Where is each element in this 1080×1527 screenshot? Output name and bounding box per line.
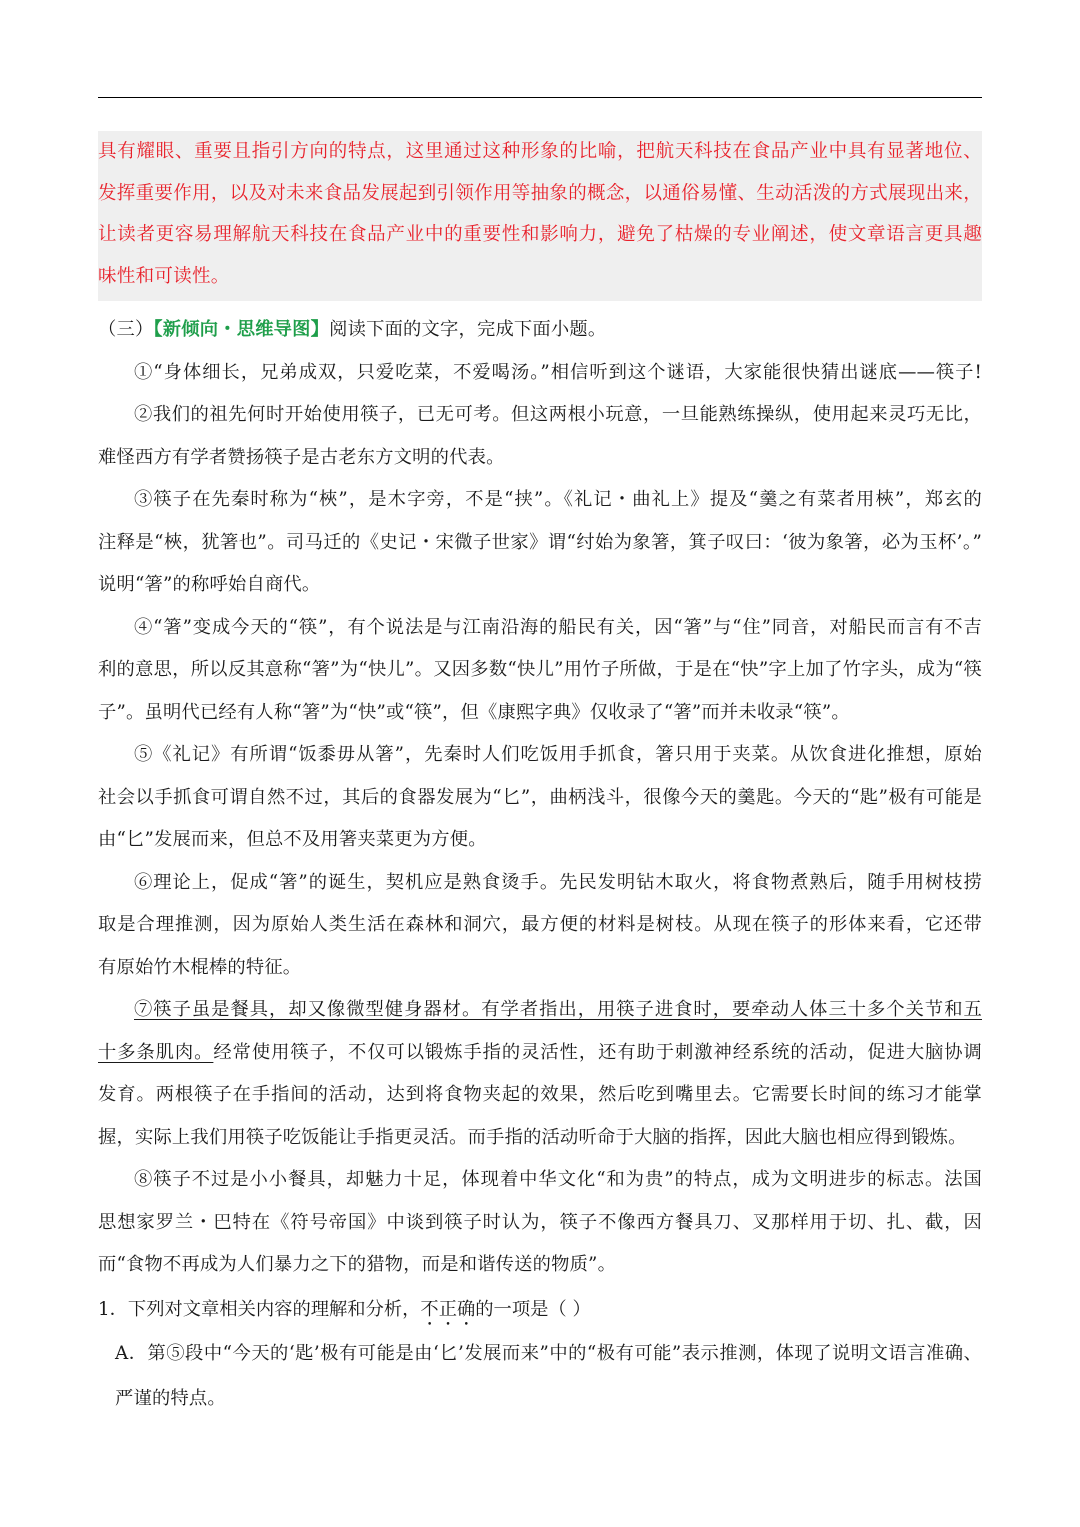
paragraph-line: ①“身体细长，兄弟成双，只爱吃菜，不爱喝汤。”相信听到这个谜语，大家能很快猜出谜底——筷子! <box>134 361 982 383</box>
paragraph-line: ⑤《礼记》有所谓“饭黍毋从箸”，先秦时人们吃饭用手抓食，箸只用于夹菜。从饮食进化推想，原始 <box>134 744 982 765</box>
paragraph-line: 注释是“梜，犹箸也”。司马迁的《史记・宋微子世家》谓“纣始为象箸，箕子叹曰：‘彼为象箸，必为玉杯’。” <box>98 531 982 553</box>
analysis-line: 发挥重要作用，以及对未来食品发展起到引领作用等抽象的概念，以通俗易懂、生动活泼的方式展现出来， <box>98 182 982 204</box>
option-a <box>98 1331 982 1421</box>
paragraph-line: 发育。两根筷子在手指间的活动，达到将食物夹起的效果，然后吃到嘴里去。它需要长时间的练习才能掌 <box>98 1084 982 1105</box>
question-1 <box>98 1289 982 1332</box>
analysis-line: 具有耀眼、重要且指引方向的特点，这里通过这种形象的比喻，把航天科技在食品产业中具有显著地位、 <box>98 141 982 162</box>
paragraph-1 <box>98 352 982 395</box>
paragraph-4 <box>98 607 982 735</box>
paragraph-line: 取是合理推测，因为原始人类生活在森林和洞穴，最方便的材料是树枝。从现在筷子的形体来看，它还带 <box>98 914 982 935</box>
paragraph-line: ④“箸”变成今天的“筷”，有个说法是与江南沿海的船民有关，因“箸”与“住”同音，对船民而言有不吉 <box>134 616 982 638</box>
paragraph-line: 而“食物不再成为人们暴力之下的猎物，而是和谐传送的物质”。 <box>98 1254 617 1275</box>
paragraph-line: ⑧筷子不过是小小餐具，却魅力十足，体现着中华文化“和为贵”的特点，成为文明进步的标志。法国 <box>134 1169 982 1190</box>
emphasis-word: 不正确 <box>420 1298 476 1320</box>
paragraph-5 <box>98 734 982 862</box>
paragraph-line: ⑥理论上，促成“箸”的诞生，契机应是熟食烫手。先民发明钻木取火，将食物煮熟后，随手用树枝捞 <box>134 871 982 893</box>
option-line: A．第⑤段中“今天的‘匙’极有可能是由‘匕’发展而来”中的“极有可能”表示推测，体现了说明文语言准确、 <box>115 1343 982 1364</box>
paragraph-line: 难怪西方有学者赞扬筷子是古老东方文明的代表。 <box>98 446 505 468</box>
paragraph-2 <box>98 394 982 479</box>
paragraph-line: 由“匕”发展而来，但总不及用箸夹菜更为方便。 <box>98 829 487 850</box>
header-rule <box>98 97 982 98</box>
question-stem: 1．下列对文章相关内容的理解和分析， <box>98 1298 421 1320</box>
question-stem-end: 的一项是（ ） <box>475 1298 591 1320</box>
paragraph-line: 握，实际上我们用筷子吃饭能让手指更灵活。而手指的活动听命于大脑的指挥，因此大脑也相应得到锻炼。 <box>98 1126 967 1148</box>
paragraph-line <box>98 1032 982 1075</box>
paragraph-3 <box>98 479 982 607</box>
paragraph-7 <box>98 989 982 1159</box>
paragraph-line: ②我们的祖先何时开始使用筷子，已无可考。但这两根小玩意，一旦能熟练操纵，使用起来灵巧无比， <box>134 404 982 425</box>
paragraph-line: 说明“箸”的称呼始自商代。 <box>98 574 321 595</box>
option-line: 严谨的特点。 <box>115 1388 226 1409</box>
section-instruction: 阅读下面的文字，完成下面小题。 <box>329 319 607 340</box>
paragraph-6 <box>98 862 982 990</box>
section-number: （三） <box>98 319 154 340</box>
underlined-sentence: ⑦筷子虽是餐具，却又像微型健身器材。有学者指出，用筷子进食时，要牵动人体三十多个关节和五 <box>134 999 982 1020</box>
paragraph-8 <box>98 1159 982 1287</box>
paragraph-line: 子”。虽明代已经有人称“箸”为“快”或“筷”，但《康熙字典》仅收录了“箸”而并未收录“筷”。 <box>98 701 850 723</box>
paragraph-line: 思想家罗兰・巴特在《符号帝国》中谈到筷子时认为，筷子不像西方餐具刀、叉那样用于切、扎、截，因 <box>98 1211 982 1233</box>
paragraph-line: 有原始竹木棍棒的特征。 <box>98 956 302 978</box>
analysis-line: 让读者更容易理解航天科技在食品产业中的重要性和影响力，避免了枯燥的专业阐述，使文章语言更具趣 <box>98 224 982 245</box>
paragraph-line: ③筷子在先秦时称为“梜”，是木字旁，不是“挟”。《礼记・曲礼上》提及“羹之有菜者用梜”，郑玄的 <box>134 489 982 510</box>
paragraph-line: 利的意思，所以反其意称“箸”为“快儿”。又因多数“快儿”用竹子所做，于是在“快”字上加了竹字头，成为“筷 <box>98 659 982 680</box>
paragraph-line-rest: 经常使用筷子，不仅可以锻炼手指的灵活性，还有助于刺激神经系统的活动，促进大脑协调 <box>213 1041 982 1063</box>
paragraph-line: 社会以手抓食可谓自然不过，其后的食器发展为“匕”，曲柄浅斗，很像今天的羹匙。今天的“匙”极有可能是 <box>98 786 982 808</box>
underlined-sentence-end: 十多条肌肉。 <box>98 1041 214 1063</box>
answer-analysis-box <box>98 131 982 301</box>
section-heading <box>98 309 982 352</box>
reading-section <box>98 309 982 1421</box>
analysis-line: 味性和可读性。 <box>98 265 230 287</box>
section-tag: 【新倾向・思维导图】 <box>153 319 330 340</box>
